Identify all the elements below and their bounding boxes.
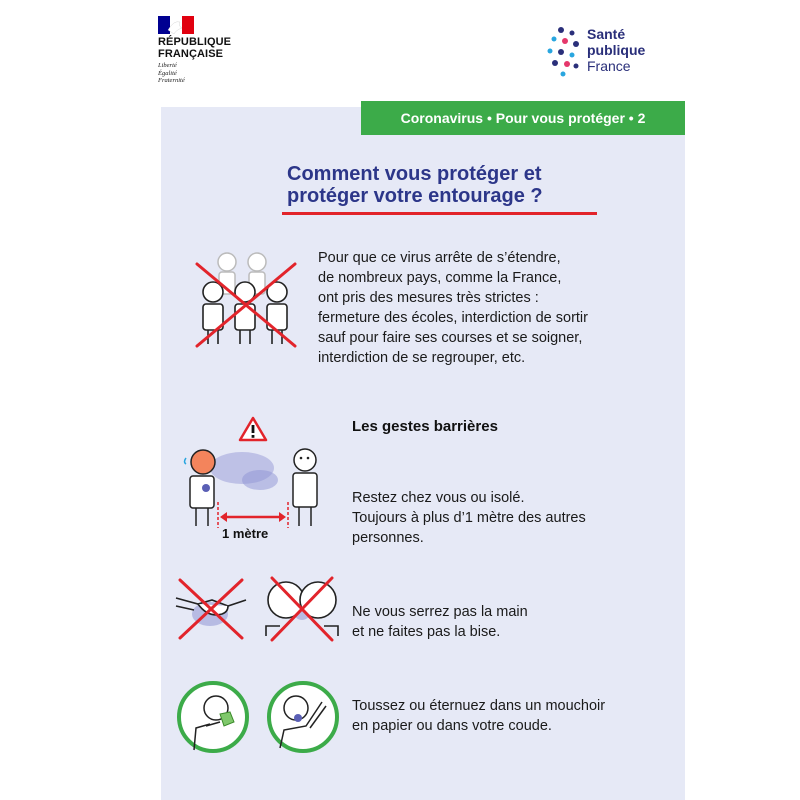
marianne-flag-icon [158,16,194,34]
sante-publique-france-logo [545,24,675,84]
republic-motto: Liberté Égalité Fraternité [158,62,185,84]
no-handshake-icon [172,576,250,640]
no-gathering-icon [195,248,307,348]
distance-paragraph: Restez chez vous ou isolé. Toujours à plus d’1 mètre des autres personnes. [352,490,586,546]
social-distance-icon [180,440,325,530]
page-title: Comment vous protéger et protéger votre entourage ? [287,163,543,207]
cough-paragraph: Toussez ou éternuez dans un mouchoir en papier ou dans votre coude. [352,698,606,734]
topic-banner: Coronavirus • Pour vous protéger • 2 [361,101,685,135]
distance-label: 1 mètre [222,526,269,541]
republique-francaise-name: RÉPUBLIQUE FRANÇAISE [158,36,232,60]
warning-icon [238,416,268,442]
no-kiss-icon [262,576,342,642]
republique-francaise-logo [152,16,252,88]
sante-publique-france-wordmark: Santé publique France [587,26,646,74]
intro-paragraph: Pour que ce virus arrête de s’étendre, de nombreux pays, comme la France, ont pris des mesures très strictes : fermeture des écoles, interdiction de sortir sauf pour faire ses courses et se soigner, interdiction de se regrouper, etc. [318,250,588,366]
title-underline [282,212,597,215]
cough-elbow-icon [266,680,340,754]
dots-emblem-icon [545,24,585,80]
greeting-paragraph: Ne vous serrez pas la main et ne faites pas la bise. [352,604,528,640]
cough-tissue-icon [176,680,250,754]
gestures-heading: Les gestes barrières [352,418,498,435]
